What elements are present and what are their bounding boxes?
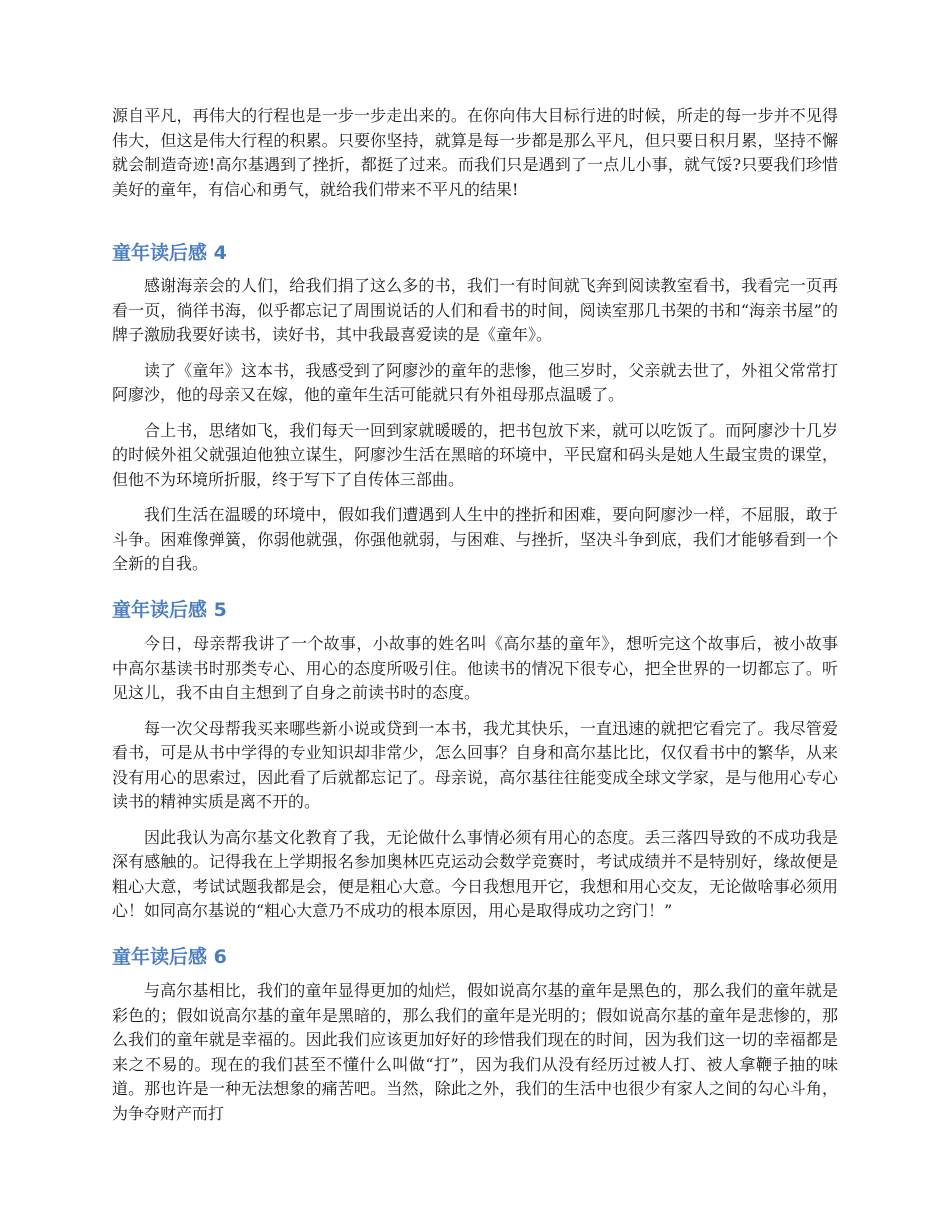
paragraph: 今日，母亲帮我讲了一个故事，小故事的姓名叫《高尔基的童年》，想听完这个故事后，被小故事中高尔基读书时那类专心、用心的态度所吸引住。他读书的情况下很专心，把全世界的一切都忘了。听见这儿，我不由自主想到了自身之前读书时的态度。 — [112, 634, 838, 702]
section-heading-5: 童年读后感 5 — [112, 599, 227, 621]
section-6-body — [112, 979, 838, 1126]
section-heading-6: 童年读后感 6 — [112, 946, 227, 968]
paragraph: 合上书，思绪如飞，我们每天一回到家就暖暖的，把书包放下来，就可以吃饭了。而阿廖沙十几岁的时候外祖父就强迫他独立谋生，阿廖沙生活在黑暗的环境中，平民窟和码头是她人生最宝贵的课堂，但他不为环境所折服，终于写下了自传体三部曲。 — [112, 420, 838, 489]
paragraph: 与高尔基相比，我们的童年显得更加的灿烂，假如说高尔基的童年是黑色的，那么我们的童年就是彩色的；假如说高尔基的童年是黑暗的，那么我们的童年是光明的；假如说高尔基的童年是悲惨的，那么我们的童年就是幸福的。因此我们应该更加好好的珍惜我们现在的时间，因为我们这一切的幸福都是来之不易的。现在的我们甚至不懂什么叫做“打”，因为我们从没有经历过被人打、被人拿鞭子抽的味道。那也许是一种无法想象的痛苦吧。当然，除此之外，我们的生活中也很少有家人之间的勾心斗角，为争夺财产而打 — [112, 981, 838, 1123]
paragraph: 因此我认为高尔基文化教育了我，无论做什么事情必须有用心的态度。丢三落四导致的不成功我是深有感触的。记得我在上学期报名参加奥林匹克运动会数学竞赛时，考试成绩并不是特别好，缘故便是粗心大意，考试试题我都是会，便是粗心大意。今日我想甩开它，我想和用心交友，无论做啥事必须用心！如同高尔基说的“粗心大意乃不成功的根本原因，用心是取得成功之窍门！” — [112, 827, 838, 920]
section-5-body — [112, 632, 838, 924]
paragraph: 我们生活在温暖的环境中，假如我们遭遇到人生中的挫折和困难，要向阿廖沙一样，不屈服，敢于斗争。困难像弹簧，你弱他就强，你强他就弱，与困难、与挫折，坚决斗争到底，我们才能够看到一个全新的自我。 — [112, 505, 838, 573]
section-4-body — [112, 274, 838, 577]
paragraph: 每一次父母帮我买来哪些新小说或贷到一本书，我尤其快乐，一直迅速的就把它看完了。我尽管爱看书，可是从书中学得的专业知识却非常少，怎么回事？自身和高尔基比比，仅仅看书中的繁华，从来没有用心的思索过，因此看了后就都忘记了。母亲说，高尔基往往能变成全球文学家，是与他用心专心读书的精神实质是离不开的。 — [112, 718, 838, 811]
paragraph: 源自平凡，再伟大的行程也是一步一步走出来的。在你向伟大目标行进的时候，所走的每一步并不见得伟大，但这是伟大行程的积累。只要你坚持，就算是每一步都是那么平凡，但只要日积月累，坚持不懈就会制造奇迹!高尔基遇到了挫折，都挺了过来。而我们只是遇到了一点儿小事，就气馁?只要我们珍惜美好的童年，有信心和勇气，就给我们带来不平凡的结果! — [112, 106, 838, 199]
section-heading-4: 童年读后感 4 — [112, 242, 227, 264]
section-continued — [112, 104, 838, 202]
paragraph: 感谢海亲会的人们，给我们捐了这么多的书，我们一有时间就飞奔到阅读教室看书，我看完一页再看一页，徜徉书海，似乎都忘记了周围说话的人们和看书的时间，阅读室那几书架的书和“海亲书屋”的牌子激励我要好读书，读好书，其中我最喜爱读的是《童年》。 — [112, 276, 838, 344]
paragraph: 读了《童年》这本书，我感受到了阿廖沙的童年的悲惨，他三岁时，父亲就去世了，外祖父常常打阿廖沙，他的母亲又在嫁，他的童年生活可能就只有外祖母那点温暖了。 — [112, 360, 838, 404]
